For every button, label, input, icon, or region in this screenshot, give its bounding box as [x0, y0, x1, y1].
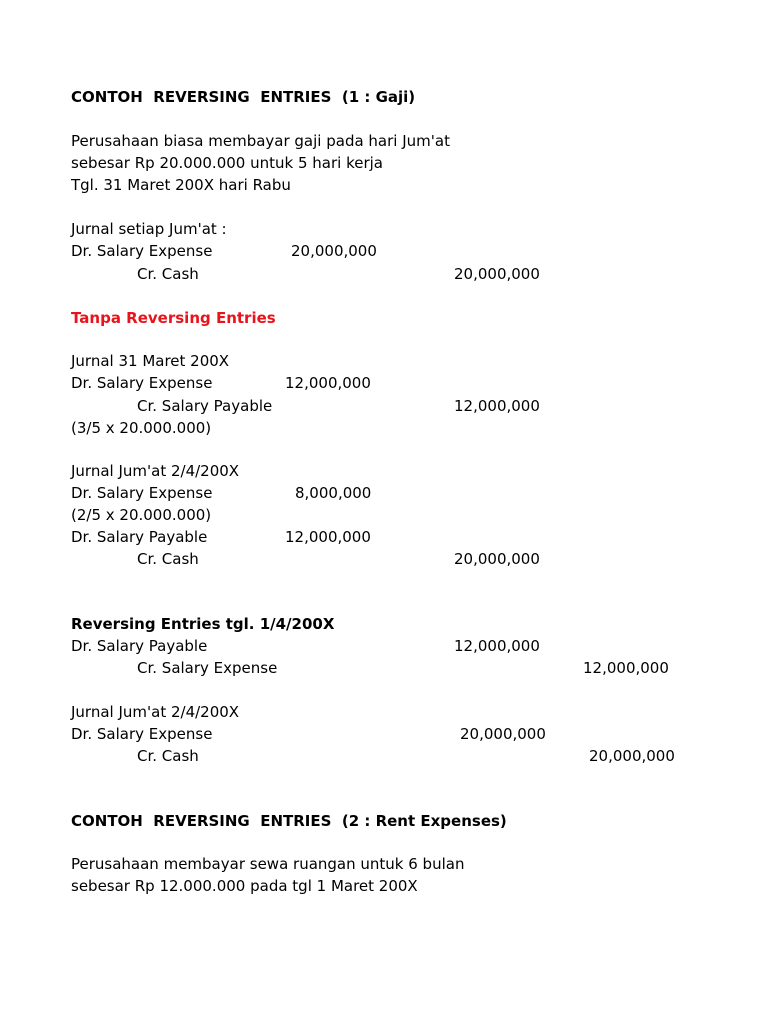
reversing-friday-cr-account: Cr. Cash [137, 747, 199, 765]
weekly-journal-dr-amount: 20,000,000 [291, 242, 377, 260]
friday-cr-amount: 20,000,000 [454, 550, 540, 568]
friday-dr1-amount: 8,000,000 [295, 484, 372, 502]
reversing-friday-cr-amount: 20,000,000 [589, 747, 675, 765]
friday-dr2-account: Dr. Salary Payable [71, 528, 208, 546]
reversing-cr-account: Cr. Salary Expense [137, 659, 278, 677]
march31-cr-amount: 12,000,000 [454, 397, 540, 415]
section1-intro-line-3: Tgl. 31 Maret 200X hari Rabu [71, 176, 291, 194]
section1-intro-line-2: sebesar Rp 20.000.000 untuk 5 hari kerja [71, 154, 383, 172]
weekly-journal-cr-amount: 20,000,000 [454, 265, 540, 283]
friday-cr-account: Cr. Cash [137, 550, 199, 568]
weekly-journal-cr-account: Cr. Cash [137, 265, 199, 283]
section1-intro-line-1: Perusahaan biasa membayar gaji pada hari Jum'at [71, 132, 450, 150]
friday-dr1-account: Dr. Salary Expense [71, 484, 213, 502]
section2-intro-line-1: Perusahaan membayar sewa ruangan untuk 6 bulan [71, 855, 465, 873]
friday-calculation: (2/5 x 20.000.000) [71, 506, 212, 524]
march31-calculation: (3/5 x 20.000.000) [71, 419, 212, 437]
march31-dr-amount: 12,000,000 [285, 374, 371, 392]
march31-dr-account: Dr. Salary Expense [71, 374, 213, 392]
weekly-journal-title: Jurnal setiap Jum'at : [71, 220, 227, 238]
weekly-journal-dr-account: Dr. Salary Expense [71, 242, 213, 260]
reversing-friday-title: Jurnal Jum'at 2/4/200X [71, 703, 240, 721]
without-reversing-heading: Tanpa Reversing Entries [71, 309, 276, 327]
march31-journal-title: Jurnal 31 Maret 200X [71, 352, 230, 370]
section2-intro-line-2: sebesar Rp 12.000.000 pada tgl 1 Maret 200X [71, 877, 418, 895]
friday-dr2-amount: 12,000,000 [285, 528, 371, 546]
reversing-friday-dr-account: Dr. Salary Expense [71, 725, 213, 743]
reversing-entries-heading: Reversing Entries tgl. 1/4/200X [71, 615, 335, 633]
reversing-friday-dr-amount: 20,000,000 [460, 725, 546, 743]
section2-heading: CONTOH REVERSING ENTRIES (2 : Rent Expenses) [71, 812, 507, 830]
march31-cr-account: Cr. Salary Payable [137, 397, 273, 415]
reversing-dr-account: Dr. Salary Payable [71, 637, 208, 655]
reversing-cr-amount: 12,000,000 [583, 659, 669, 677]
section1-heading: CONTOH REVERSING ENTRIES (1 : Gaji) [71, 88, 416, 106]
reversing-dr-amount: 12,000,000 [454, 637, 540, 655]
friday-journal-title: Jurnal Jum'at 2/4/200X [71, 462, 240, 480]
